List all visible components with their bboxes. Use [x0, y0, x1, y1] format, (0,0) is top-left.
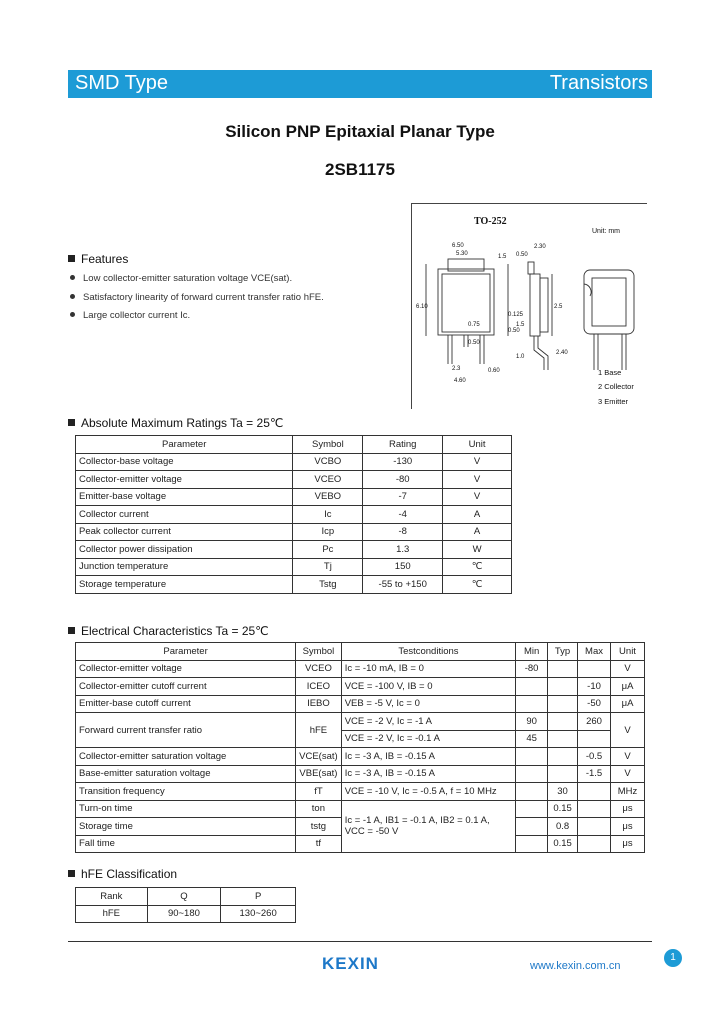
- cell: 1.3: [363, 541, 443, 559]
- cell: VBE(sat): [296, 765, 342, 783]
- table-row: [76, 523, 512, 541]
- cell: tf: [296, 835, 342, 853]
- dim-label: 1.5: [516, 322, 525, 328]
- feature-text: Large collector current Ic.: [83, 310, 191, 321]
- dim-label: 0.75: [468, 322, 480, 328]
- bullet-dot-icon: [70, 275, 75, 280]
- pin-label-3: 3 Emitter: [598, 397, 629, 406]
- dim-label: 4.60: [454, 378, 466, 384]
- feature-item: [70, 273, 292, 284]
- col-header: Testconditions: [341, 643, 515, 661]
- package-name: TO-252: [474, 216, 507, 227]
- dim-label: 2.40: [556, 350, 568, 356]
- table-row: [76, 695, 645, 713]
- table-row: [76, 558, 512, 576]
- abs-max-table: [75, 435, 512, 594]
- cell: 45: [516, 730, 548, 748]
- cell: V: [443, 453, 512, 471]
- cell: μs: [611, 835, 645, 853]
- cell: VEBO: [293, 488, 363, 506]
- cell: Icp: [293, 523, 363, 541]
- footer-logo: KEXIN: [322, 954, 379, 973]
- cell: Pc: [293, 541, 363, 559]
- hfe-heading: [68, 867, 177, 881]
- cell: Base-emitter saturation voltage: [76, 765, 296, 783]
- cell: V: [443, 471, 512, 489]
- cell: fT: [296, 783, 342, 801]
- cell: -8: [363, 523, 443, 541]
- cell: VCE = -10 V, Ic = -0.5 A, f = 10 MHz: [341, 783, 515, 801]
- table-row: [76, 800, 645, 818]
- page-title: Silicon PNP Epitaxial Planar Type: [225, 122, 495, 141]
- cell: 0.8: [548, 818, 578, 836]
- dim-label: 6.10: [416, 304, 428, 310]
- col-header: P: [221, 888, 296, 906]
- cell: Collector-base voltage: [76, 453, 293, 471]
- col-header: Parameter: [76, 643, 296, 661]
- cell: [548, 748, 578, 766]
- col-header: Symbol: [293, 436, 363, 454]
- package-drawing: [411, 203, 647, 409]
- col-header: Parameter: [76, 436, 293, 454]
- cell: Fall time: [76, 835, 296, 853]
- cell: [548, 695, 578, 713]
- cell: Collector-emitter voltage: [76, 660, 296, 678]
- cell: hFE: [296, 713, 342, 748]
- bullet-dot-icon: [70, 294, 75, 299]
- dim-label: 1.0: [516, 354, 525, 360]
- pin-label-2: 2 Collector: [598, 382, 634, 391]
- dim-label: 0.60: [488, 368, 500, 374]
- cell: [516, 818, 548, 836]
- cell: -50: [578, 695, 611, 713]
- cell: ℃: [443, 576, 512, 594]
- cell: ton: [296, 800, 342, 818]
- cell: -1.5: [578, 765, 611, 783]
- table-row: [76, 713, 645, 731]
- col-header: Unit: [443, 436, 512, 454]
- dim-label: 5.30: [456, 251, 468, 257]
- cell: tstg: [296, 818, 342, 836]
- cell: -0.5: [578, 748, 611, 766]
- cell: ℃: [443, 558, 512, 576]
- features-heading-text: Features: [81, 252, 129, 266]
- cell: -4: [363, 506, 443, 524]
- pin-label-1: 1 Base: [598, 368, 622, 377]
- cell: Tj: [293, 558, 363, 576]
- hfe-table: [75, 887, 296, 923]
- cell: μs: [611, 818, 645, 836]
- table-row: [76, 905, 296, 923]
- table-row: [76, 453, 512, 471]
- feature-text: Low collector-emitter saturation voltage VCE(sat).: [83, 273, 293, 284]
- cell: [578, 783, 611, 801]
- table-row: [76, 765, 645, 783]
- cell: Collector current: [76, 506, 293, 524]
- cell: VCE = -2 V, Ic = -1 A: [341, 713, 515, 731]
- feature-item: [70, 292, 324, 303]
- cell: VCBO: [293, 453, 363, 471]
- page-number: 1: [664, 949, 682, 967]
- cell: 90~180: [147, 905, 221, 923]
- dim-label: 2.3: [452, 366, 461, 372]
- cell: Tstg: [293, 576, 363, 594]
- cell: -7: [363, 488, 443, 506]
- cell: [578, 835, 611, 853]
- cell: [516, 765, 548, 783]
- cell: 0.15: [548, 835, 578, 853]
- cell: Ic = -3 A, IB = -0.15 A: [341, 748, 515, 766]
- cell: Collector-emitter saturation voltage: [76, 748, 296, 766]
- cell: [516, 783, 548, 801]
- cell: [516, 695, 548, 713]
- cell: W: [443, 541, 512, 559]
- table-row: [76, 678, 645, 696]
- cell: VCEO: [293, 471, 363, 489]
- cell: 260: [578, 713, 611, 731]
- cell: Ic = -10 mA, IB = 0: [341, 660, 515, 678]
- cell: V: [611, 765, 645, 783]
- table-header-row: [76, 888, 296, 906]
- cell: [578, 730, 611, 748]
- header-left: SMD Type: [75, 72, 168, 94]
- dim-label: 2.30: [534, 244, 546, 250]
- cell: 90: [516, 713, 548, 731]
- cell: Ic: [293, 506, 363, 524]
- dim-label: 2.5: [554, 304, 563, 310]
- col-header: Typ: [548, 643, 578, 661]
- cell: μA: [611, 678, 645, 696]
- bullet-square-icon: [68, 255, 75, 262]
- cell: 150: [363, 558, 443, 576]
- cell: [516, 800, 548, 818]
- feature-item: [70, 310, 190, 321]
- table-row: [76, 660, 645, 678]
- bullet-square-icon: [68, 419, 75, 426]
- cell: [578, 818, 611, 836]
- cell: V: [443, 488, 512, 506]
- col-header: Min: [516, 643, 548, 661]
- cell: [516, 748, 548, 766]
- cell: Junction temperature: [76, 558, 293, 576]
- cell: Emitter-base cutoff current: [76, 695, 296, 713]
- cell: A: [443, 506, 512, 524]
- cell: Collector power dissipation: [76, 541, 293, 559]
- header-right: Transistors: [549, 72, 648, 94]
- col-header: Max: [578, 643, 611, 661]
- table-row: [76, 471, 512, 489]
- table-row: [76, 506, 512, 524]
- table-header-row: [76, 436, 512, 454]
- dim-label: 6.50: [452, 243, 464, 249]
- table-row: [76, 541, 512, 559]
- cell: [548, 678, 578, 696]
- cell: -55 to +150: [363, 576, 443, 594]
- cell: V: [611, 748, 645, 766]
- cell: V: [611, 660, 645, 678]
- cell: -10: [578, 678, 611, 696]
- col-header: Unit: [611, 643, 645, 661]
- feature-text: Satisfactory linearity of forward current transfer ratio hFE.: [83, 292, 324, 303]
- table-row: [76, 576, 512, 594]
- cell: Storage time: [76, 818, 296, 836]
- cell: A: [443, 523, 512, 541]
- cell: μs: [611, 800, 645, 818]
- table-row: [76, 488, 512, 506]
- cell: Ic = -1 A, IB1 = -0.1 A, IB2 = 0.1 A, VCC = -50 V: [341, 800, 515, 853]
- dim-label: 0.125: [508, 312, 524, 318]
- cell: Forward current transfer ratio: [76, 713, 296, 748]
- cell: Peak collector current: [76, 523, 293, 541]
- header-banner: [68, 70, 652, 98]
- bullet-square-icon: [68, 870, 75, 877]
- cell: -80: [516, 660, 548, 678]
- cell: Ic = -3 A, IB = -0.15 A: [341, 765, 515, 783]
- bullet-dot-icon: [70, 312, 75, 317]
- table-row: [76, 748, 645, 766]
- cell: -80: [363, 471, 443, 489]
- cell: [548, 730, 578, 748]
- col-header: Symbol: [296, 643, 342, 661]
- cell: IEBO: [296, 695, 342, 713]
- cell: [548, 765, 578, 783]
- col-header: Q: [147, 888, 221, 906]
- cell: [548, 713, 578, 731]
- cell: VCEO: [296, 660, 342, 678]
- cell: VCE = -100 V, IB = 0: [341, 678, 515, 696]
- bullet-square-icon: [68, 627, 75, 634]
- abs-max-heading: [68, 416, 283, 430]
- dim-label: 0.50: [516, 252, 528, 258]
- cell: VCE(sat): [296, 748, 342, 766]
- elec-heading: [68, 624, 269, 638]
- footer-url[interactable]: www.kexin.com.cn: [530, 960, 621, 972]
- dim-label: 0.50: [508, 328, 520, 334]
- elec-table: [75, 642, 645, 853]
- cell: hFE: [76, 905, 148, 923]
- col-header: Rating: [363, 436, 443, 454]
- cell: 0.15: [548, 800, 578, 818]
- cell: Storage temperature: [76, 576, 293, 594]
- cell: V: [611, 713, 645, 748]
- col-header: Rank: [76, 888, 148, 906]
- cell: [516, 678, 548, 696]
- hfe-heading-text: hFE Classification: [81, 867, 178, 881]
- cell: ICEO: [296, 678, 342, 696]
- cell: -130: [363, 453, 443, 471]
- footer-divider: [68, 941, 652, 942]
- cell: Collector-emitter cutoff current: [76, 678, 296, 696]
- cell: [516, 835, 548, 853]
- cell: Turn-on time: [76, 800, 296, 818]
- cell: [548, 660, 578, 678]
- dim-label: 1.5: [498, 254, 507, 260]
- table-row: [76, 783, 645, 801]
- abs-max-heading-text: Absolute Maximum Ratings Ta = 25℃: [81, 416, 284, 430]
- table-header-row: [76, 643, 645, 661]
- features-heading: [68, 252, 128, 266]
- elec-heading-text: Electrical Characteristics Ta = 25℃: [81, 624, 269, 638]
- cell: VEB = -5 V, Ic = 0: [341, 695, 515, 713]
- cell: Emitter-base voltage: [76, 488, 293, 506]
- cell: [578, 660, 611, 678]
- cell: Collector-emitter voltage: [76, 471, 293, 489]
- cell: [578, 800, 611, 818]
- dim-label: 0.50: [468, 340, 480, 346]
- part-number: 2SB1175: [325, 160, 395, 179]
- cell: 130~260: [221, 905, 296, 923]
- cell: μA: [611, 695, 645, 713]
- cell: MHz: [611, 783, 645, 801]
- cell: VCE = -2 V, Ic = -0.1 A: [341, 730, 515, 748]
- cell: 30: [548, 783, 578, 801]
- cell: Transition frequency: [76, 783, 296, 801]
- package-unit: Unit: mm: [592, 228, 620, 235]
